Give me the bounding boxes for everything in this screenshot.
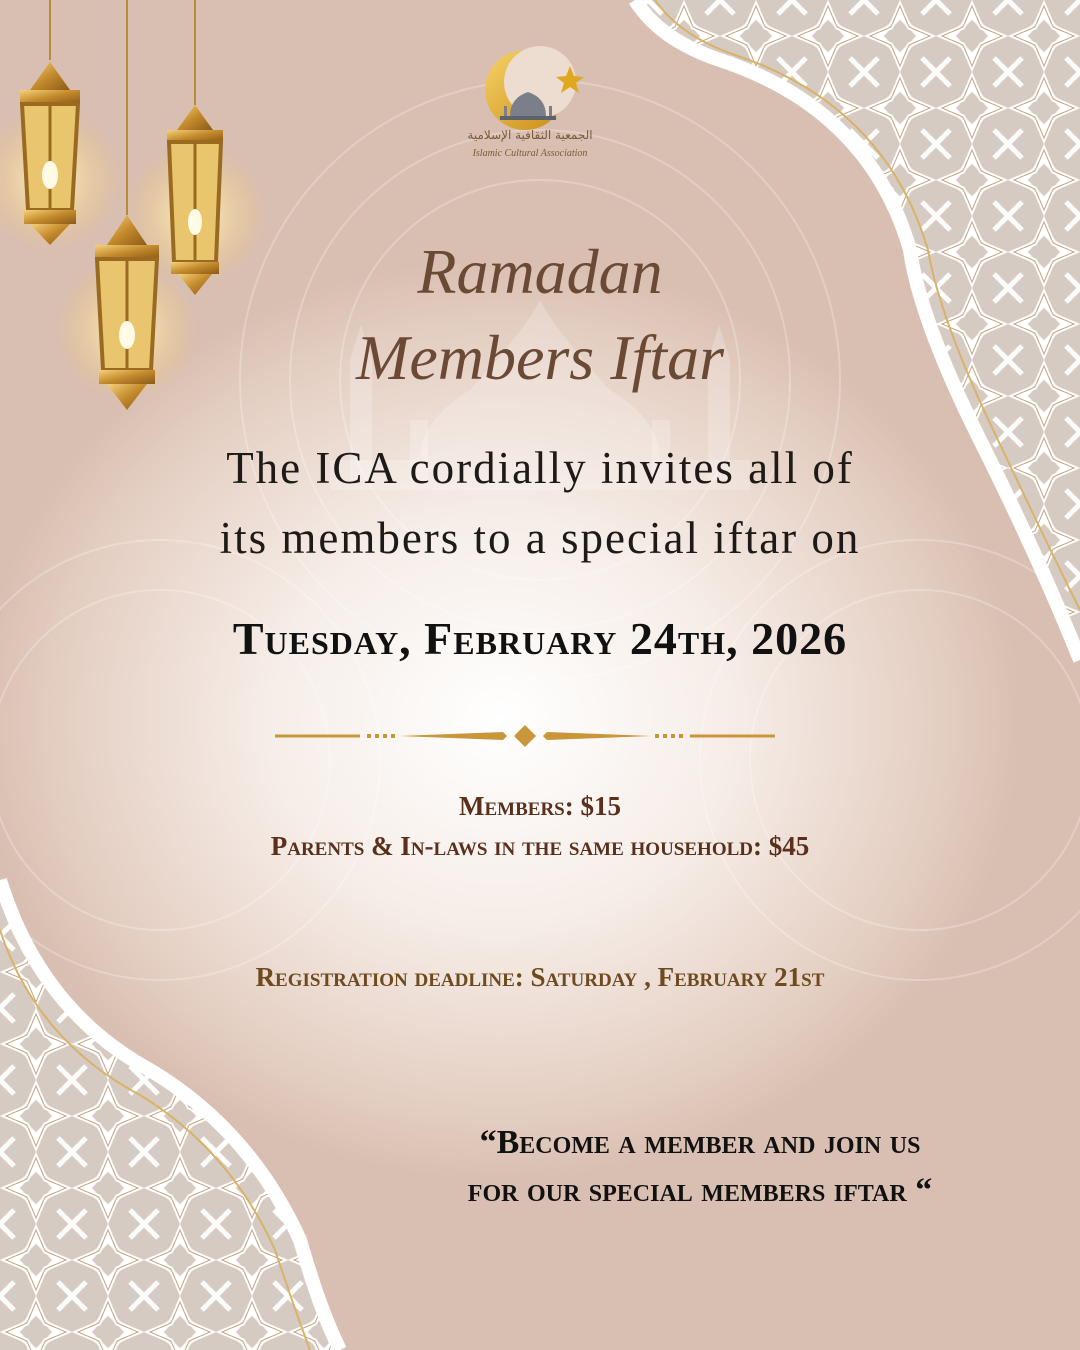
org-name-english: Islamic Cultural Association: [472, 148, 588, 159]
org-name-arabic: الجمعية الثقافية الإسلامية: [467, 128, 593, 142]
registration-deadline: Registration deadline: Saturday , February 21st: [255, 962, 825, 992]
event-date: Tuesday, February 24th, 2026: [232, 613, 848, 664]
price-members: Members: $15: [459, 791, 621, 821]
price-parents: Parents & In-laws in the same household: $45: [270, 831, 810, 861]
hanging-lantern-icon: [0, 0, 120, 250]
ornamental-divider-icon: [275, 722, 775, 750]
membership-quote-line1: “Become a member and join us: [479, 1124, 921, 1161]
event-title-line1: Ramadan: [417, 236, 663, 307]
event-title-line2: Members Iftar: [356, 322, 724, 393]
invitation-line2: its members to a special iftar on: [219, 513, 861, 563]
membership-quote-line2: for our special members iftar “: [467, 1172, 933, 1209]
invitation-line1: The ICA cordially invites all of: [226, 443, 854, 493]
